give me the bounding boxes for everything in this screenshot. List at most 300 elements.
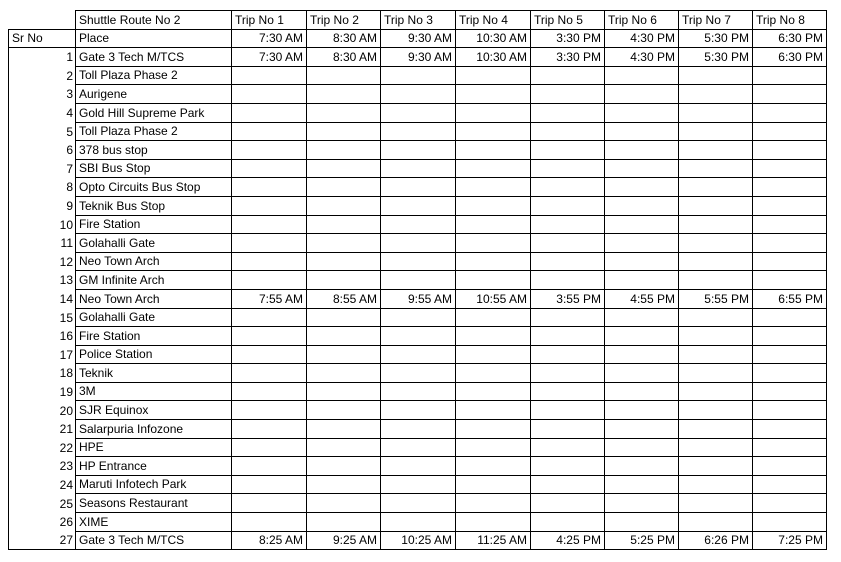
time-cell	[381, 178, 456, 197]
time-cell	[381, 475, 456, 494]
time-cell: 6:30 PM	[753, 48, 827, 67]
time-cell	[456, 327, 531, 346]
time-cell	[456, 475, 531, 494]
time-cell	[232, 271, 307, 290]
time-cell	[605, 252, 679, 271]
time-cell	[753, 308, 827, 327]
table-row	[9, 141, 827, 160]
table-row	[9, 382, 827, 401]
time-cell	[679, 178, 753, 197]
time-cell	[307, 364, 381, 383]
table-row	[9, 196, 827, 215]
time-cell: 10:55 AM	[456, 289, 531, 308]
sr-no-cell: 18	[9, 364, 76, 383]
place-cell: Seasons Restaurant	[76, 494, 232, 513]
start-time: 7:30 AM	[232, 29, 307, 48]
time-cell	[307, 457, 381, 476]
time-cell	[381, 215, 456, 234]
time-cell	[531, 345, 605, 364]
time-cell	[531, 438, 605, 457]
time-cell	[531, 103, 605, 122]
time-cell	[307, 159, 381, 178]
start-time: 3:30 PM	[531, 29, 605, 48]
time-cell	[381, 513, 456, 532]
time-cell	[307, 308, 381, 327]
time-cell	[307, 178, 381, 197]
time-cell: 9:55 AM	[381, 289, 456, 308]
time-cell	[605, 475, 679, 494]
table-row	[9, 48, 827, 67]
place-cell: Salarpuria Infozone	[76, 420, 232, 439]
sr-no-cell: 27	[9, 531, 76, 550]
time-cell	[753, 178, 827, 197]
time-cell	[381, 364, 456, 383]
trip-header: Trip No 7	[679, 11, 753, 30]
time-cell	[307, 382, 381, 401]
time-cell	[605, 271, 679, 290]
time-cell	[753, 513, 827, 532]
time-cell: 6:26 PM	[679, 531, 753, 550]
time-cell	[456, 252, 531, 271]
time-cell	[307, 85, 381, 104]
table-row	[9, 438, 827, 457]
time-cell	[232, 308, 307, 327]
time-cell	[307, 196, 381, 215]
time-cell	[232, 196, 307, 215]
time-cell	[381, 234, 456, 253]
sr-no-cell: 19	[9, 382, 76, 401]
sr-no-cell: 15	[9, 308, 76, 327]
time-cell: 5:55 PM	[679, 289, 753, 308]
time-cell	[381, 85, 456, 104]
time-cell	[605, 215, 679, 234]
table-row	[9, 327, 827, 346]
time-cell	[381, 401, 456, 420]
time-cell	[307, 66, 381, 85]
time-cell: 5:30 PM	[679, 48, 753, 67]
time-cell	[307, 494, 381, 513]
time-cell: 4:30 PM	[605, 48, 679, 67]
time-cell	[456, 122, 531, 141]
time-cell	[531, 382, 605, 401]
time-cell	[232, 475, 307, 494]
time-cell	[679, 457, 753, 476]
sr-no-cell: 11	[9, 234, 76, 253]
time-cell: 5:25 PM	[605, 531, 679, 550]
trip-header: Trip No 4	[456, 11, 531, 30]
start-time: 8:30 AM	[307, 29, 381, 48]
start-time: 4:30 PM	[605, 29, 679, 48]
time-cell	[605, 382, 679, 401]
trip-header: Trip No 3	[381, 11, 456, 30]
time-cell	[232, 438, 307, 457]
start-time: 9:30 AM	[381, 29, 456, 48]
time-cell: 10:25 AM	[381, 531, 456, 550]
place-cell: Neo Town Arch	[76, 252, 232, 271]
time-cell	[381, 457, 456, 476]
start-time: 5:30 PM	[679, 29, 753, 48]
time-cell	[605, 457, 679, 476]
time-cell	[605, 103, 679, 122]
time-cell	[232, 345, 307, 364]
time-cell	[232, 215, 307, 234]
place-cell: HP Entrance	[76, 457, 232, 476]
time-cell	[531, 85, 605, 104]
time-cell	[307, 513, 381, 532]
time-cell	[679, 159, 753, 178]
subheader-row	[9, 29, 827, 48]
table-row	[9, 420, 827, 439]
trip-header: Trip No 2	[307, 11, 381, 30]
time-cell	[307, 420, 381, 439]
time-cell	[456, 178, 531, 197]
table-row	[9, 494, 827, 513]
sr-no-cell: 12	[9, 252, 76, 271]
place-cell: GM Infinite Arch	[76, 271, 232, 290]
time-cell	[753, 196, 827, 215]
time-cell	[531, 475, 605, 494]
time-cell	[381, 196, 456, 215]
place-cell: 378 bus stop	[76, 141, 232, 160]
time-cell	[381, 122, 456, 141]
table-row	[9, 271, 827, 290]
sr-no-cell: 22	[9, 438, 76, 457]
trip-header: Trip No 1	[232, 11, 307, 30]
place-cell: SBI Bus Stop	[76, 159, 232, 178]
time-cell	[531, 196, 605, 215]
time-cell	[531, 215, 605, 234]
time-cell	[679, 401, 753, 420]
time-cell	[232, 327, 307, 346]
time-cell	[307, 271, 381, 290]
time-cell	[679, 66, 753, 85]
table-row	[9, 122, 827, 141]
table-row	[9, 289, 827, 308]
time-cell	[531, 513, 605, 532]
time-cell	[531, 252, 605, 271]
time-cell	[679, 364, 753, 383]
time-cell: 7:25 PM	[753, 531, 827, 550]
table-row	[9, 159, 827, 178]
time-cell	[531, 234, 605, 253]
time-cell	[679, 103, 753, 122]
time-cell	[753, 382, 827, 401]
time-cell	[456, 85, 531, 104]
time-cell	[456, 457, 531, 476]
time-cell	[307, 103, 381, 122]
time-cell	[456, 66, 531, 85]
time-cell	[753, 66, 827, 85]
sr-no-cell: 14	[9, 289, 76, 308]
time-cell	[456, 159, 531, 178]
time-cell	[456, 401, 531, 420]
time-cell	[456, 103, 531, 122]
time-cell: 7:30 AM	[232, 48, 307, 67]
time-cell	[679, 494, 753, 513]
table-row	[9, 531, 827, 550]
time-cell	[232, 159, 307, 178]
time-cell	[679, 327, 753, 346]
time-cell	[605, 85, 679, 104]
sr-no-cell: 25	[9, 494, 76, 513]
time-cell	[605, 494, 679, 513]
time-cell	[531, 178, 605, 197]
sr-no-cell: 7	[9, 159, 76, 178]
place-cell: Teknik Bus Stop	[76, 196, 232, 215]
time-cell	[605, 141, 679, 160]
place-cell: XIME	[76, 513, 232, 532]
table-row	[9, 513, 827, 532]
place-cell: Aurigene	[76, 85, 232, 104]
time-cell	[753, 438, 827, 457]
time-cell: 9:25 AM	[307, 531, 381, 550]
time-cell	[531, 159, 605, 178]
time-cell	[456, 494, 531, 513]
time-cell: 9:30 AM	[381, 48, 456, 67]
time-cell	[456, 196, 531, 215]
sr-no-cell: 5	[9, 122, 76, 141]
time-cell	[605, 513, 679, 532]
corner-cell	[9, 11, 76, 30]
sr-no-cell: 24	[9, 475, 76, 494]
time-cell	[679, 215, 753, 234]
time-cell: 3:30 PM	[531, 48, 605, 67]
sr-no-cell: 2	[9, 66, 76, 85]
time-cell	[232, 364, 307, 383]
time-cell	[307, 141, 381, 160]
place-cell: 3M	[76, 382, 232, 401]
place-cell: Golahalli Gate	[76, 308, 232, 327]
table-row	[9, 178, 827, 197]
place-cell: Opto Circuits Bus Stop	[76, 178, 232, 197]
time-cell	[531, 122, 605, 141]
time-cell	[381, 66, 456, 85]
sr-no-cell: 4	[9, 103, 76, 122]
time-cell	[679, 85, 753, 104]
time-cell	[381, 271, 456, 290]
trip-header: Trip No 6	[605, 11, 679, 30]
time-cell	[307, 234, 381, 253]
time-cell	[605, 401, 679, 420]
time-cell: 4:25 PM	[531, 531, 605, 550]
time-cell	[679, 271, 753, 290]
time-cell	[232, 178, 307, 197]
time-cell	[456, 364, 531, 383]
sr-no-cell: 3	[9, 85, 76, 104]
table-row	[9, 66, 827, 85]
time-cell	[753, 345, 827, 364]
time-cell	[679, 438, 753, 457]
time-cell	[381, 252, 456, 271]
time-cell	[381, 438, 456, 457]
time-cell	[381, 141, 456, 160]
time-cell	[679, 252, 753, 271]
place-cell: Gate 3 Tech M/TCS	[76, 48, 232, 67]
time-cell	[531, 401, 605, 420]
time-cell	[307, 438, 381, 457]
time-cell	[456, 308, 531, 327]
time-cell	[456, 438, 531, 457]
time-cell: 8:30 AM	[307, 48, 381, 67]
time-cell	[605, 122, 679, 141]
place-cell: HPE	[76, 438, 232, 457]
time-cell	[679, 382, 753, 401]
time-cell	[456, 420, 531, 439]
time-cell	[679, 308, 753, 327]
sr-no-cell: 16	[9, 327, 76, 346]
time-cell	[753, 159, 827, 178]
sr-no-label: Sr No	[9, 29, 76, 48]
time-cell: 3:55 PM	[531, 289, 605, 308]
time-cell	[232, 234, 307, 253]
time-cell: 6:55 PM	[753, 289, 827, 308]
place-cell: Fire Station	[76, 215, 232, 234]
time-cell	[605, 178, 679, 197]
time-cell	[456, 382, 531, 401]
time-cell	[381, 327, 456, 346]
sr-no-cell: 8	[9, 178, 76, 197]
time-cell	[456, 141, 531, 160]
time-cell	[605, 159, 679, 178]
time-cell	[307, 345, 381, 364]
time-cell	[232, 252, 307, 271]
time-cell: 8:25 AM	[232, 531, 307, 550]
time-cell	[679, 420, 753, 439]
trip-header: Trip No 5	[531, 11, 605, 30]
place-cell: Teknik	[76, 364, 232, 383]
table-row	[9, 345, 827, 364]
time-cell	[381, 103, 456, 122]
time-cell	[605, 364, 679, 383]
time-cell	[232, 420, 307, 439]
time-cell	[679, 475, 753, 494]
time-cell	[381, 308, 456, 327]
time-cell	[232, 122, 307, 141]
time-cell	[753, 364, 827, 383]
time-cell	[381, 494, 456, 513]
time-cell	[753, 475, 827, 494]
time-cell	[753, 457, 827, 476]
time-cell	[381, 159, 456, 178]
table-row	[9, 234, 827, 253]
time-cell	[307, 475, 381, 494]
time-cell	[531, 271, 605, 290]
time-cell	[232, 382, 307, 401]
time-cell	[232, 401, 307, 420]
time-cell	[753, 401, 827, 420]
time-cell	[456, 234, 531, 253]
time-cell	[531, 66, 605, 85]
sr-no-cell: 21	[9, 420, 76, 439]
time-cell	[679, 122, 753, 141]
place-cell: Golahalli Gate	[76, 234, 232, 253]
time-cell	[456, 215, 531, 234]
place-cell: Gate 3 Tech M/TCS	[76, 531, 232, 550]
time-cell	[307, 327, 381, 346]
sr-no-cell: 23	[9, 457, 76, 476]
sr-no-cell: 20	[9, 401, 76, 420]
table-row	[9, 103, 827, 122]
time-cell	[679, 513, 753, 532]
time-cell	[605, 438, 679, 457]
sr-no-cell: 1	[9, 48, 76, 67]
time-cell	[232, 457, 307, 476]
route-title: Shuttle Route No 2	[76, 11, 232, 30]
time-cell	[456, 345, 531, 364]
time-cell	[307, 122, 381, 141]
sr-no-cell: 26	[9, 513, 76, 532]
time-cell	[605, 327, 679, 346]
time-cell	[605, 234, 679, 253]
time-cell	[531, 494, 605, 513]
time-cell	[753, 420, 827, 439]
table-row	[9, 475, 827, 494]
start-time: 6:30 PM	[753, 29, 827, 48]
time-cell	[679, 345, 753, 364]
time-cell	[679, 141, 753, 160]
time-cell: 11:25 AM	[456, 531, 531, 550]
time-cell	[232, 66, 307, 85]
place-cell: Neo Town Arch	[76, 289, 232, 308]
place-cell: Toll Plaza Phase 2	[76, 66, 232, 85]
time-cell	[456, 513, 531, 532]
shuttle-timetable	[8, 10, 827, 550]
time-cell	[381, 345, 456, 364]
time-cell	[753, 215, 827, 234]
time-cell	[531, 457, 605, 476]
time-cell	[753, 141, 827, 160]
place-cell: SJR Equinox	[76, 401, 232, 420]
table-row	[9, 85, 827, 104]
place-cell: Gold Hill Supreme Park	[76, 103, 232, 122]
time-cell	[531, 308, 605, 327]
time-cell	[381, 382, 456, 401]
time-cell	[753, 327, 827, 346]
time-cell	[679, 196, 753, 215]
sr-no-cell: 10	[9, 215, 76, 234]
time-cell	[232, 85, 307, 104]
time-cell	[753, 85, 827, 104]
time-cell	[381, 420, 456, 439]
time-cell	[605, 345, 679, 364]
time-cell	[605, 66, 679, 85]
place-cell: Fire Station	[76, 327, 232, 346]
time-cell	[679, 234, 753, 253]
time-cell	[531, 420, 605, 439]
time-cell	[307, 401, 381, 420]
place-cell: Toll Plaza Phase 2	[76, 122, 232, 141]
table-row	[9, 457, 827, 476]
time-cell	[232, 141, 307, 160]
place-label: Place	[76, 29, 232, 48]
table-row	[9, 364, 827, 383]
header-row	[9, 11, 827, 30]
time-cell	[605, 308, 679, 327]
time-cell	[307, 215, 381, 234]
table-row	[9, 401, 827, 420]
time-cell: 7:55 AM	[232, 289, 307, 308]
start-time: 10:30 AM	[456, 29, 531, 48]
sr-no-cell: 6	[9, 141, 76, 160]
sr-no-cell: 17	[9, 345, 76, 364]
time-cell	[753, 494, 827, 513]
time-cell	[307, 252, 381, 271]
time-cell	[531, 364, 605, 383]
time-cell	[531, 327, 605, 346]
trip-header: Trip No 8	[753, 11, 827, 30]
time-cell	[232, 513, 307, 532]
time-cell	[232, 494, 307, 513]
